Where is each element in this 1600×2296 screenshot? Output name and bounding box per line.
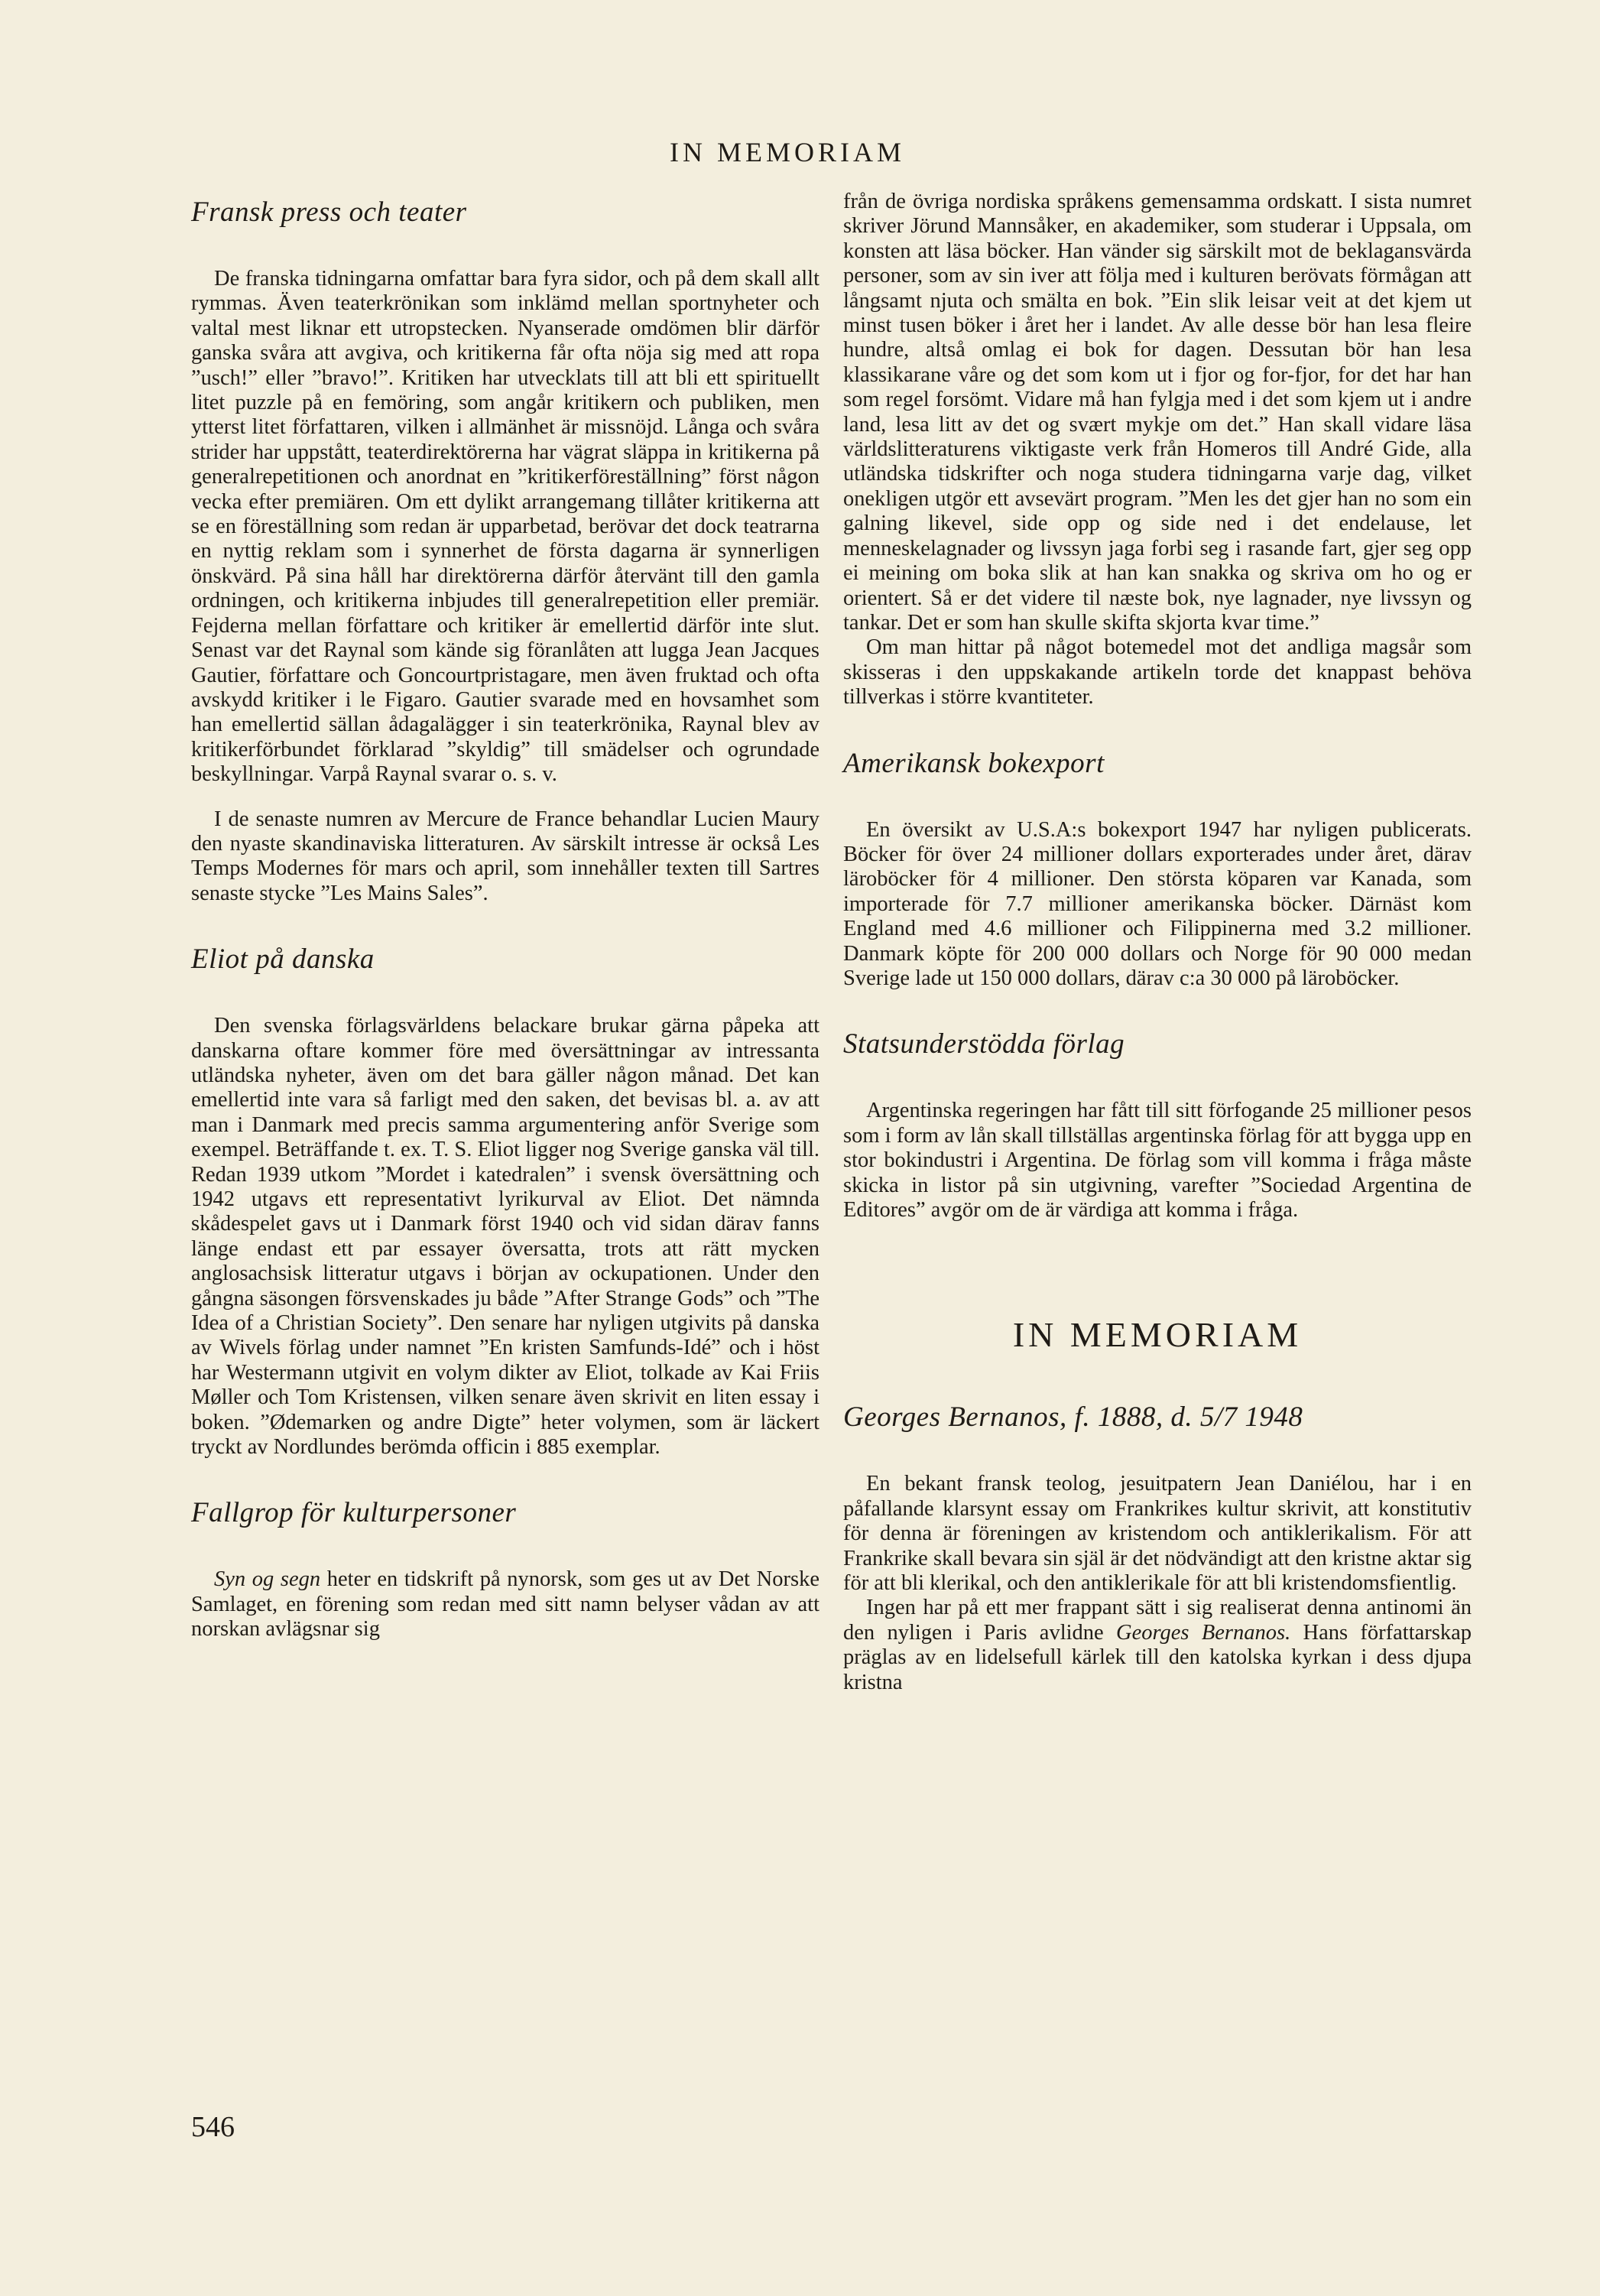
paragraph — [843, 1596, 1472, 1695]
paragraph-text: heter en tidskrift på nynorsk, som ges ut av Det Norske Samlaget, en förening som redan med sitt namn belyser vådan av att norskan avlägsnar sig — [191, 1567, 819, 1642]
section-title-fallgrop: Fallgrop för kulturpersoner — [191, 1497, 517, 1529]
section-title-fransk-press: Fransk press och teater — [191, 196, 467, 228]
running-head: IN MEMORIAM — [669, 137, 905, 167]
paragraph-text: Hans författarskap präglas av en lidelsefull kärlek till den katolska kyrkan i dess djupa kristna — [843, 1620, 1472, 1694]
journal-name: Syn og segn — [214, 1567, 321, 1592]
paragraph: En bekant fransk teolog, jesuitpatern Jean Daniélou, har i en påfallande klarsynt essay om Frankrikes kultur skrivit, att konstitutiv för denna är föreningen av kristendom och antiklerikalism. För att Frankrike skall bevara sin själ är det nödvändigt att den kristne aktar sig för att bli klerikal, och den antiklerikale för att bli kristendomsfientlig. — [843, 1472, 1472, 1596]
section-title-amerikansk-bokexport: Amerikansk bokexport — [843, 747, 1105, 779]
page-number: 546 — [191, 2111, 235, 2143]
paragraph-text: Ingen har på ett mer frappant sätt i sig realiserat denna antinomi än den nyligen i Paris avlidne — [843, 1596, 1472, 1645]
section-title-bernanos: Georges Bernanos, f. 1888, d. 5/7 1948 — [843, 1401, 1303, 1434]
paragraph: från de övriga nordiska språkens gemensamma ordskatt. I sista numret skriver Jörund Mannsåker, en akademiker, som studerar i Uppsala, om konsten att läsa böcker. Han vänder sig särskilt mot de beklagansvärda personer, som av sin iver att följa med i kulturen berövats förmågan att långsamt njuta och smälta en bok. ”Ein slik leisar veit at det kjem ut minst tusen böker i året her i landet. Av alle desse bör han lesa fleire hundre, altså omlag ei bok for dagen. Dessutan bör han lesa klassikarane våre og det som kom ut i fjor og for-fjor, for det har han som regel forsömt. Vidare må han fylgja med i det som kjem ut i andre land, lesa litt av det og svært mykje om det.” Han skall vidare läsa världslitteraturens viktigaste verk från Homeros till André Gide, alla utländska tidskrifter och noga studera tidningarna varje dag, vilket onekligen utgör ett avsevärt program. ”Men les det gjer han no som ein galning likevel, side opp og side ned i det endelause, let menneskelagnader og livssyn jaga forbi seg i rasande fart, gjer seg opp ei meining om boka slik at han kan snakka og skriva om ho og er orientert. Så er det videre til næste bok, nye lagnader, nye livssyn og tankar. Det er som han skulle skifta skjorta kvar time.” — [843, 190, 1472, 635]
left-column — [191, 196, 819, 1642]
section-title-eliot: Eliot på danska — [191, 943, 375, 976]
paragraph: Om man hittar på något botemedel mot det andliga magsår som skisseras i den uppskakande artikeln torde det knappast behöva tillverkas i större kvantiteter. — [843, 635, 1472, 710]
paragraph: Argentinska regeringen har fått till sitt förfogande 25 millioner pesos som i form av lån skall tillställas argentinska förlag för att bygga upp en stor bokindustri i Argentina. De förlag som vill komma i fråga måste skicka in listor på sin utgivning, varefter ”Sociedad Argentina de Editores” avgör om de är värdiga att komma i fråga. — [843, 1099, 1472, 1222]
paragraph: En översikt av U.S.A:s bokexport 1947 har nyligen publicerats. Böcker för över 24 millioner dollars exporterades under året, därav läroböcker för 4 millioner. Den största köparen var Kanada, som importerade för 7.7 millioner amerikanska böcker. Därnäst kom England med 4.6 millioner och Filippinerna med 3.2 millioner. Danmark köpte för 200 000 dollars och Norge för 90 000 medan Sverige lade ut 150 000 dollars, därav c:a 30 000 på läroböcker. — [843, 817, 1472, 990]
right-column — [843, 190, 1472, 1695]
paragraph — [191, 1567, 819, 1642]
paragraph: De franska tidningarna omfattar bara fyra sidor, och på dem skall allt rymmas. Även teaterkrönikan som inklämd mellan sportnyheter och valtal mest liknar ett utropstecken. Nyanserade omdömen blir därför ganska svåra att avgiva, och kritikerna får ofta nöja sig med att ropa ”usch!” eller ”bravo!”. Kritiken har utvecklats till att bli ett spirituellt litet puzzle på en femöring, som angår kritikern och publiken, men ytterst litet författaren, vilken i allmänhet är missnöjd. Långa och svåra strider har uppstått, teaterdirektörerna har vägrat släppa in kritikerna på generalrepetitionen och anordnat en ”kritikerföreställning” först någon vecka efter premiären. Om ett dylikt arrangemang tillåter kritikerna att se en föreställning som redan är upparbetad, berövar det dock teatrarna en nyttig reklam som i synnerhet de första dagarna är synnerligen önskvärd. På sina håll har direktörerna därför återvänt till den gamla ordningen, och kritikerna inbjudes till generalrepetition eller premiär. Fejderna mellan författare och kritiker är emellertid därför inte slut. Senast var det Raynal som kände sig föranlåten att lugga Jean Jacques Gautier, författare och Goncourtpristagare, men även fruktad och ofta avskydd kritiker i le Figaro. Gautier svarade med en hovsamhet som han emellertid sällan ådagalägger i sin teaterkrönika, Raynal blev av kritikerförbundet förklarad ”skyldig” till smädelser och ogrundade beskyllningar. Varpå Raynal svarar o. s. v. — [191, 267, 819, 787]
in-memoriam-heading: IN MEMORIAM — [1012, 1315, 1303, 1355]
author-name: Georges Bernanos. — [1116, 1620, 1291, 1645]
paragraph: I de senaste numren av Mercure de France behandlar Lucien Maury den nyaste skandinaviska litteraturen. Av särskilt intresse är också Les Temps Modernes för mars och april, som innehåller texten till Sartres senaste stycke ”Les Mains Sales”. — [191, 807, 819, 905]
section-title-statsunderstodda-forlag: Statsunderstödda förlag — [843, 1028, 1125, 1060]
paragraph: Den svenska förlagsvärldens belackare brukar gärna påpeka att danskarna oftare kommer före med översättningar av intressanta utländska nyheter, även om det bara gäller någon månad. Det kan emellertid inte vara så farligt med den saken, det bevisas bl. a. av att man i Danmark med precis samma argumentering anför Sverige som exempel. Beträffande t. ex. T. S. Eliot ligger nog Sverige ganska väl till. Redan 1939 utkom ”Mordet i katedralen” i svensk översättning och 1942 utgavs ett representativt lyrikurval av Eliot. Det nämnda skådespelet gavs ut i Danmark först 1940 och vid sidan därav fanns länge endast ett par essayer översatta, trots att rätt mycken anglosachsisk litteratur utgavs i början av ockupationen. Under den gångna säsongen försvenskades ju både ”After Strange Gods” och ”The Idea of a Christian Society”. Den senare har nyligen utgivits på danska av Wivels förlag under namnet ”En kristen Samfunds-Idé” och i höst har Westermann utgivit en volym dikter av Eliot, tolkade av Kai Friis Møller och Tom Kristensen, vilken senare även skrivit en liten essay i boken. ”Ødemarken og andre Digte” heter volymen, som är läckert tryckt av Nordlundes berömda officin i 885 exemplar. — [191, 1014, 819, 1460]
